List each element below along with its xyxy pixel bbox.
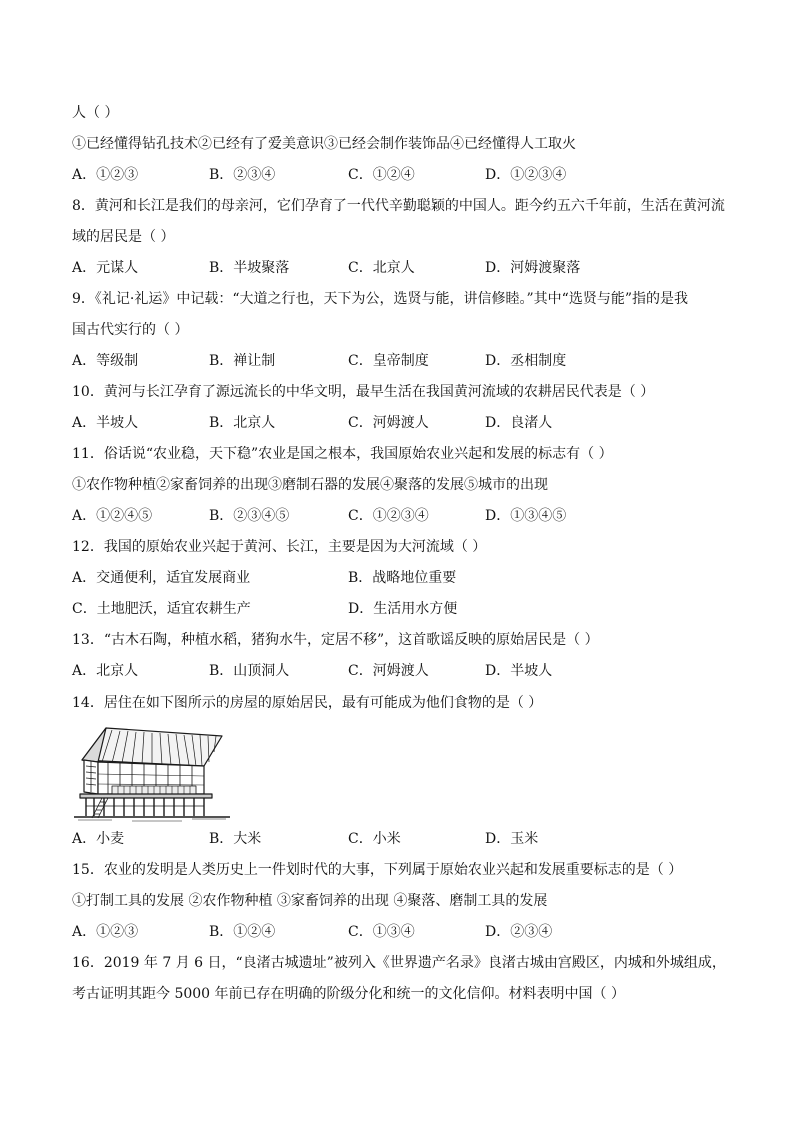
q9-option-d[interactable]: D．丞相制度 <box>485 353 567 369</box>
q14-stem: 14．居住在如下图所示的房屋的原始居民，最有可能成为他们食物的是（ ） <box>72 695 543 711</box>
q10-options <box>72 413 752 433</box>
q11-option-d[interactable]: D．①③④⑤ <box>485 508 567 524</box>
q15-option-d[interactable]: D．②③④ <box>485 924 553 940</box>
q8-options <box>72 258 752 278</box>
q12-option-b[interactable]: B．战略地位重要 <box>348 570 457 586</box>
q10-option-b[interactable]: B．北京人 <box>209 415 276 431</box>
q7-statements: ①已经懂得钻孔技术②已经有了爱美意识③已经会制作装饰品④已经懂得人工取火 <box>72 136 576 152</box>
q15-options <box>72 922 752 942</box>
q7-option-c[interactable]: C．①②④ <box>348 167 415 183</box>
q11-statements: ①农作物种植②家畜饲养的出现③磨制石器的发展④聚落的发展⑤城市的出现 <box>72 477 548 493</box>
q14-option-b[interactable]: B．大米 <box>209 831 262 847</box>
q11-stem: 11．俗话说“农业稳，天下稳”农业是国之根本，我国原始农业兴起和发展的标志有（ ） <box>72 446 613 462</box>
q10-option-a[interactable]: A．半坡人 <box>72 415 139 431</box>
stilt-house-icon <box>72 722 232 824</box>
q9-option-b[interactable]: B．禅让制 <box>209 353 276 369</box>
q8-option-d[interactable]: D．河姆渡聚落 <box>485 260 581 276</box>
q9-option-c[interactable]: C．皇帝制度 <box>348 353 429 369</box>
q12-options-row-1 <box>72 568 752 588</box>
q10-option-c[interactable]: C．河姆渡人 <box>348 415 429 431</box>
q14-option-c[interactable]: C．小米 <box>348 831 401 847</box>
q15-option-b[interactable]: B．①②④ <box>209 924 276 940</box>
q16-stem-line-2: 考古证明其距今 5000 年前已存在明确的阶级分化和统一的文化信仰。材料表明中国（ ） <box>72 986 625 1002</box>
q15-option-a[interactable]: A．①②③ <box>72 924 139 940</box>
q7-option-b[interactable]: B．②③④ <box>209 167 276 183</box>
q11-options <box>72 506 752 526</box>
q7-options <box>72 165 752 185</box>
q16-stem-line-1: 16．2019 年 7 月 6 日，“良渚古城遗址”被列入《世界遗产名录》良渚古城由宫殿区，内城和外城组成， <box>72 955 726 971</box>
q8-option-b[interactable]: B．半坡聚落 <box>209 260 290 276</box>
q8-stem-line-2: 域的居民是（ ） <box>72 229 175 245</box>
q13-stem: 13．“古木石陶，种植水稻，猪狗水牛，定居不移”，这首歌谣反映的原始居民是（ ） <box>72 632 599 648</box>
q9-stem-line-1: 9．《礼记·礼运》中记载：“大道之行也，天下为公，选贤与能，讲信修睦。”其中“选贤与能”指的是我 <box>72 291 688 307</box>
q7-stem-end: 人（ ） <box>72 105 119 121</box>
q8-stem-line-1: 8．黄河和长江是我们的母亲河，它们孕育了一代代辛勤聪颖的中国人。距今约五六千年前，生活在黄河流 <box>72 198 725 214</box>
q14-option-d[interactable]: D．玉米 <box>485 831 539 847</box>
q13-option-b[interactable]: B．山顶洞人 <box>209 663 290 679</box>
q13-option-c[interactable]: C．河姆渡人 <box>348 663 429 679</box>
q12-option-d[interactable]: D．生活用水方便 <box>348 601 458 617</box>
q15-statements: ①打制工具的发展 ②农作物种植 ③家畜饲养的出现 ④聚落、磨制工具的发展 <box>72 893 548 909</box>
q11-option-b[interactable]: B．②③④⑤ <box>209 508 290 524</box>
q15-stem: 15．农业的发明是人类历史上一件划时代的大事，下列属于原始农业兴起和发展重要标志的是（ ） <box>72 862 683 878</box>
q10-option-d[interactable]: D．良渚人 <box>485 415 553 431</box>
q12-option-c[interactable]: C．土地肥沃，适宜农耕生产 <box>72 601 251 617</box>
q11-option-c[interactable]: C．①②③④ <box>348 508 429 524</box>
q10-stem: 10．黄河与长江孕育了源远流长的中华文明，最早生活在我国黄河流域的农耕居民代表是（ ） <box>72 384 655 400</box>
q11-option-a[interactable]: A．①②④⑤ <box>72 508 153 524</box>
q7-option-d[interactable]: D．①②③④ <box>485 167 567 183</box>
q9-options <box>72 351 752 371</box>
q13-options <box>72 661 752 681</box>
q9-option-a[interactable]: A．等级制 <box>72 353 139 369</box>
q13-option-d[interactable]: D．半坡人 <box>485 663 553 679</box>
q7-option-a[interactable]: A．①②③ <box>72 167 139 183</box>
q13-option-a[interactable]: A．北京人 <box>72 663 139 679</box>
q9-stem-line-2: 国古代实行的（ ） <box>72 322 189 338</box>
q15-option-c[interactable]: C．①③④ <box>348 924 415 940</box>
q14-options <box>72 829 752 849</box>
q12-stem: 12．我国的原始农业兴起于黄河、长江，主要是因为大河流域（ ） <box>72 539 487 555</box>
q12-options-row-2 <box>72 599 752 619</box>
q8-option-a[interactable]: A．元谋人 <box>72 260 139 276</box>
q8-option-c[interactable]: C．北京人 <box>348 260 415 276</box>
q14-option-a[interactable]: A．小麦 <box>72 831 125 847</box>
q12-option-a[interactable]: A．交通便利，适宜发展商业 <box>72 570 251 586</box>
